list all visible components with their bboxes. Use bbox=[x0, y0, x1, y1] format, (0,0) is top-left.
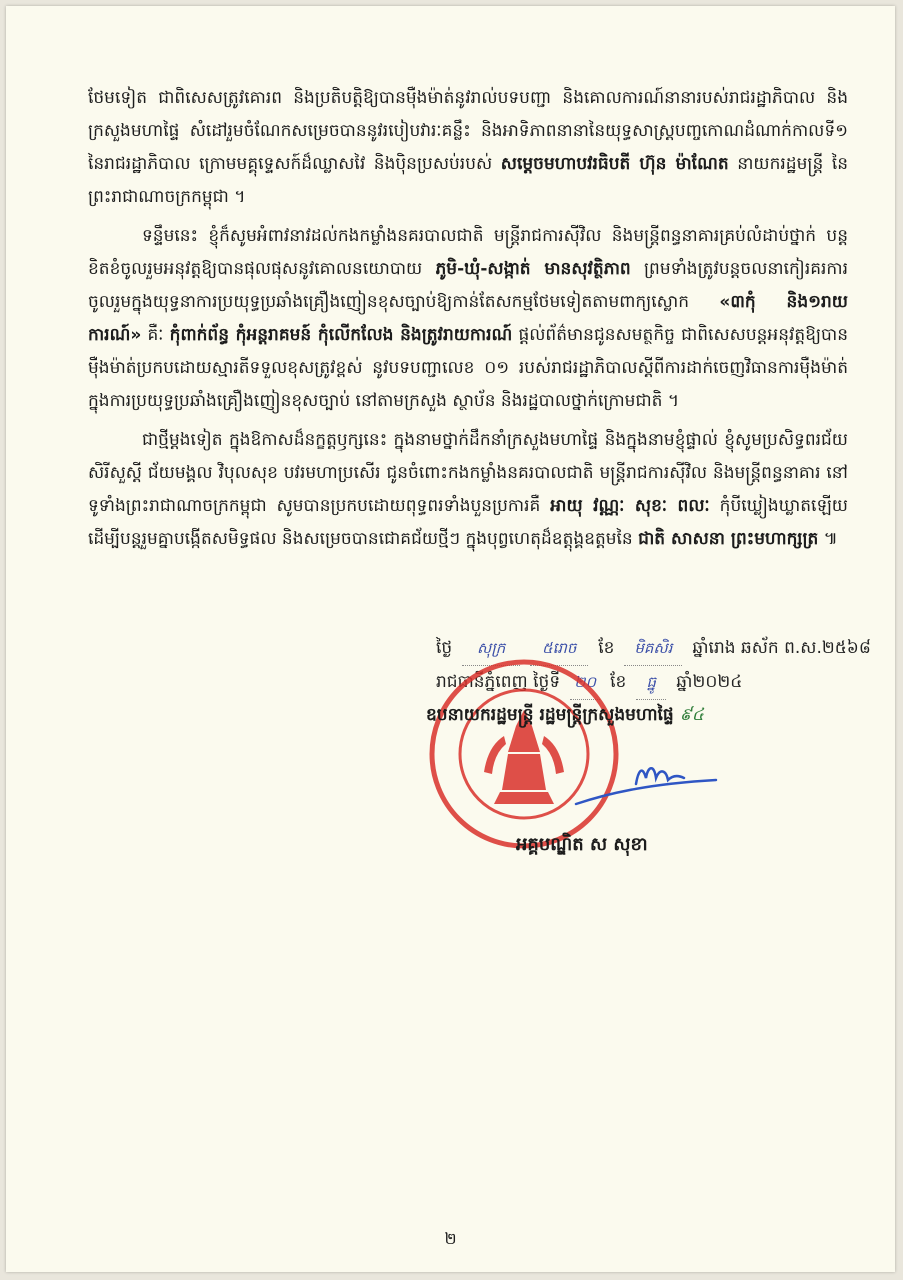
slogan: «៣កុំ និង១រាយការណ៍» bbox=[88, 292, 848, 345]
paragraph-1-text: ថែមទៀត ជាពិសេសត្រូវគោរព និងប្រតិបត្តិឱ្យបានម៉ឺងម៉ាត់នូវរាល់បទបញ្ជា និងគោលការណ៍នានារបស់រាជរដ្ឋាភិបាល និងក្រសួងមហាផ្ទៃ សំដៅរួមចំណែកសម្រេចបាននូវរបៀបវារៈគន្លឹះ និងអាទិភាពនានានៃយុទ្ធសាស្ត្របញ្ចកោណដំណាក់កាលទី១ នៃរាជរដ្ឋាភិបាល ក្រោមមគ្គុទ្ទេសក៍ដ៏ឈ្លាសវៃ និងប៉ិនប្រសប់របស់ bbox=[88, 88, 848, 174]
seal-emblem-body bbox=[502, 754, 546, 790]
paragraph-2-text: ទន្ទឹមនេះ ខ្ញុំក៏សូមអំពាវនាវដល់កងកម្លាំងនគរបាលជាតិ មន្ត្រីរាជការស៊ីវិល និងមន្ត្រីពន្ធនាគារគ្រប់លំដាប់ថ្នាក់ បន្តខិតខំចូលរួមអនុវត្តឱ្យបានផុលផុសនូវគោលនយោបាយ bbox=[88, 226, 848, 279]
paragraph-2 bbox=[88, 220, 848, 418]
slogan-detail: កុំពាក់ព័ន្ធ កុំអន្តរាគមន៍ កុំលើកលែង និងត្រូវរាយការណ៍ bbox=[169, 325, 513, 345]
national-motto: ជាតិ សាសនា ព្រះមហាក្សត្រ bbox=[638, 529, 819, 549]
document-page bbox=[6, 6, 895, 1272]
handwritten-lunar-day: ៥រោច bbox=[530, 632, 588, 666]
paragraph-3 bbox=[88, 424, 848, 556]
paragraph-2-text-3: ផ្តល់ព័ត៌មានជូនសមត្ថកិច្ច ជាពិសេសបន្តអនុវត្តឱ្យបានម៉ឺងម៉ាត់ប្រកបដោយស្មារតីទទួលខុសត្រូវខ្ពស់ នូវបទបញ្ជាលេខ ០១ របស់រាជរដ្ឋាភិបាលស្តីពីការដាក់ចេញវិធានការម៉ឺងម៉ាត់ក្នុងការប្រយុទ្ធប្រឆាំងគ្រឿងញៀនខុសច្បាប់ នៅតាមក្រសួង ស្ថាប័ន និងរដ្ឋបាលថ្នាក់ក្រោមជាតិ ។ bbox=[88, 325, 849, 411]
signature-stroke bbox=[576, 768, 716, 804]
solar-month-label: ខែ bbox=[610, 672, 627, 692]
page-number: ២ bbox=[444, 1229, 457, 1248]
lunar-year: ឆ្នាំរោង ឆស័ក ព.ស.២៥៦៨ bbox=[692, 638, 871, 658]
prime-minister-name: សម្តេចមហាបវរធិបតី ហ៊ុន ម៉ាណែត bbox=[500, 154, 729, 174]
handwritten-solar-day: ២០ bbox=[570, 666, 600, 700]
green-initial-annotation: ៩៤ bbox=[679, 705, 704, 725]
signer-name: អគ្គបណ្ឌិត ស សុខា bbox=[516, 834, 648, 855]
seal-emblem-base bbox=[494, 792, 554, 804]
handwritten-weekday: សុក្រ bbox=[462, 632, 520, 666]
solar-year: ឆ្នាំ២០២៤ bbox=[676, 672, 743, 692]
place-and-day-label: រាជធានីភ្នំពេញ ថ្ងៃទី bbox=[436, 672, 561, 692]
paragraph-2-text-2: ព្រមទាំងត្រូវបន្តចលនាកៀរគរការចូលរួមក្នុងយុទ្ធនាការប្រយុទ្ធប្រឆាំងគ្រឿងញៀនខុសច្បាប់ឱ្យកាន់តែសកម្មថែមទៀតតាមពាក្យស្លោក bbox=[88, 259, 849, 312]
handwritten-solar-month: ធ្នូ bbox=[636, 666, 666, 700]
paragraph-3-end-mark: ៕ bbox=[823, 529, 838, 549]
handwritten-lunar-month: មិគសិរ bbox=[624, 632, 682, 666]
seal-emblem-right-leaf bbox=[542, 736, 564, 774]
signatory-title-text: ឧបនាយករដ្ឋមន្ត្រី រដ្ឋមន្ត្រីក្រសួងមហាផ្ទៃ bbox=[426, 705, 674, 725]
paragraph-1 bbox=[88, 82, 848, 214]
paragraph-1-ending: នាយករដ្ឋមន្ត្រី នៃព្រះរាជាណាចក្រកម្ពុជា ។ bbox=[88, 154, 849, 207]
handwritten-signature bbox=[566, 754, 726, 814]
paragraph-3-text-2: កុំបីឃ្លៀងឃ្លាតឡើយ ដើម្បីបន្តរួមគ្នាបង្កើតសមិទ្ធផល និងសម្រេចបានជោគជ័យថ្មីៗ ក្នុងបុព្វហេតុដ៏ឧត្តុង្គឧត្តមនៃ bbox=[88, 496, 848, 549]
four-blessings: អាយុ វណ្ណៈ សុខៈ ពលៈ bbox=[550, 496, 710, 516]
safe-village-policy: ភូមិ-ឃុំ-សង្កាត់ មានសុវត្ថិភាព bbox=[435, 259, 631, 279]
lunar-day-label: ថ្ងៃ bbox=[436, 638, 453, 658]
letter-body bbox=[88, 82, 848, 562]
signatory-title bbox=[426, 704, 886, 729]
lunar-month-label: ខែ bbox=[598, 638, 615, 658]
paragraph-2-connector: គឺៈ bbox=[147, 325, 164, 345]
seal-emblem-left-leaf bbox=[484, 736, 506, 774]
paragraph-3-text: ជាថ្មីម្តងទៀត ក្នុងឱកាសដ៏នក្ខត្តឫក្សនេះ ក្នុងនាមថ្នាក់ដឹកនាំក្រសួងមហាផ្ទៃ និងក្នុងនាមខ្ញុំផ្ទាល់ ខ្ញុំសូមប្រសិទ្ធពរជ័យ សិរីសួស្តី ជ័យមង្គល វិបុលសុខ បវរមហាប្រសើរ ជូនចំពោះកងកម្លាំងនគរបាលជាតិ មន្ត្រីរាជការស៊ីវិល និងមន្ត្រីពន្ធនាគារ នៅទូទាំងព្រះរាជាណាចក្រកម្ពុជា សូមបានប្រកបដោយពុទ្ធពរទាំងបួនប្រការគឺ bbox=[88, 430, 848, 516]
